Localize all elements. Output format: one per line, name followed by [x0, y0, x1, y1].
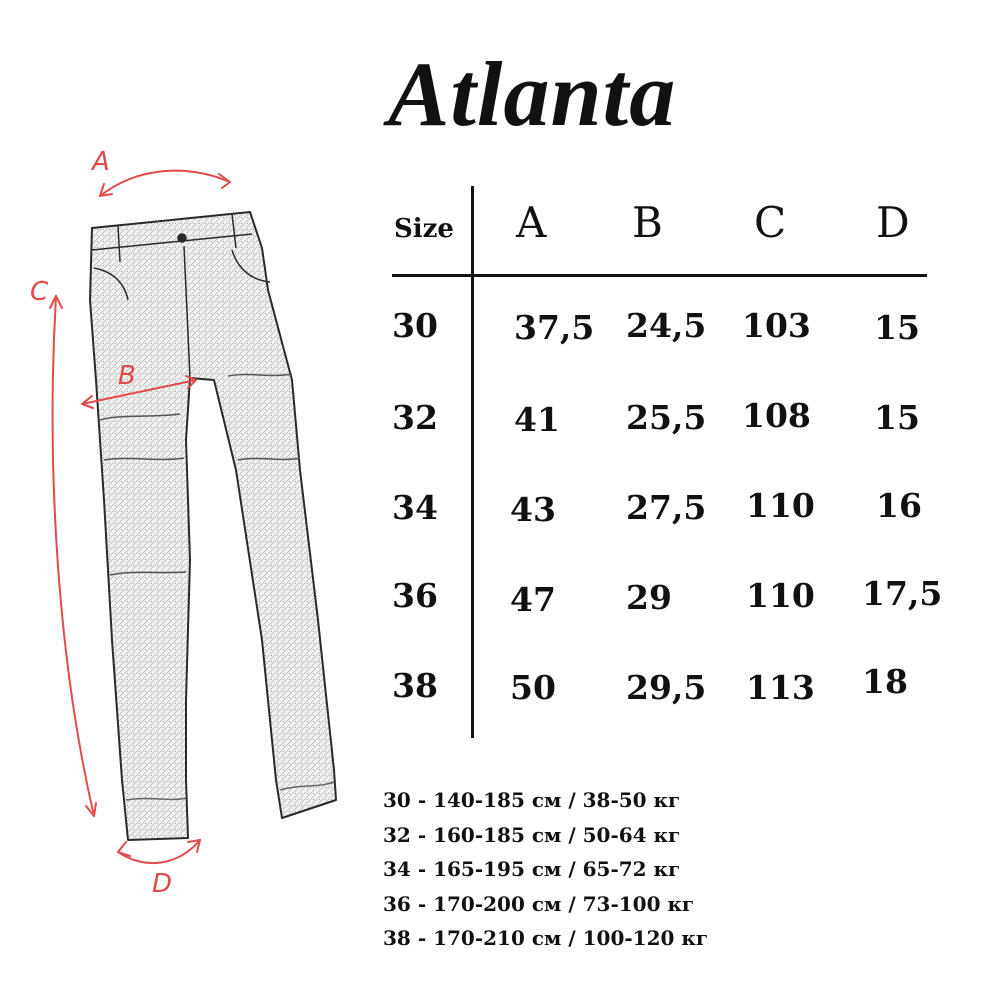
cell-32-a: 41 — [514, 400, 560, 439]
note-size: 34 — [383, 857, 411, 881]
page-title: Atlanta — [388, 43, 677, 145]
header-d: D — [876, 198, 910, 247]
row-size-38: 38 — [392, 666, 438, 705]
cell-38-a: 50 — [510, 668, 556, 707]
header-size: Size — [394, 214, 454, 244]
header-b: B — [632, 198, 663, 247]
table-vertical-divider — [471, 186, 474, 738]
cell-38-c: 113 — [746, 668, 815, 707]
cell-30-d: 15 — [874, 308, 920, 347]
cell-30-a: 37,5 — [514, 308, 595, 347]
cell-34-a: 43 — [510, 490, 556, 529]
cell-34-d: 16 — [876, 486, 922, 525]
table-horizontal-divider — [392, 274, 927, 277]
cell-38-b: 29,5 — [626, 668, 707, 707]
size-notes — [383, 783, 708, 956]
jeans-drawing — [90, 212, 336, 840]
note-30 — [383, 783, 708, 818]
header-c: C — [754, 198, 787, 247]
note-size: 32 — [383, 822, 411, 847]
cell-32-d: 15 — [874, 398, 920, 437]
label-d: D — [152, 869, 173, 899]
row-size-32: 32 — [392, 398, 438, 437]
cell-34-b: 27,5 — [626, 488, 707, 527]
note-text: - 170-200 см / 73-100 кг — [417, 891, 695, 916]
size-table — [392, 186, 943, 738]
label-b: B — [118, 361, 136, 391]
cell-30-b: 24,5 — [626, 306, 707, 345]
row-size-36: 36 — [392, 576, 438, 615]
jeans-illustration — [0, 0, 360, 1000]
cell-38-d: 18 — [862, 662, 908, 701]
cell-36-d: 17,5 — [862, 574, 943, 613]
cell-36-a: 47 — [510, 580, 556, 619]
row-size-34: 34 — [392, 488, 438, 527]
note-text: - 160-185 см / 50-64 кг — [417, 822, 681, 847]
note-36 — [383, 887, 708, 922]
note-text: - 140-185 см / 38-50 кг — [417, 788, 681, 812]
note-size: 30 — [383, 788, 411, 812]
note-38 — [383, 921, 708, 956]
row-size-30: 30 — [392, 306, 438, 345]
cell-34-c: 110 — [746, 486, 815, 525]
note-size: 36 — [383, 891, 411, 916]
label-c: C — [30, 277, 49, 307]
cell-36-b: 29 — [626, 578, 672, 617]
note-text: - 170-210 см / 100-120 кг — [417, 926, 709, 950]
label-a: A — [92, 147, 110, 177]
note-32 — [383, 818, 708, 853]
note-size: 38 — [383, 926, 411, 950]
note-text: - 165-195 см / 65-72 кг — [417, 857, 681, 881]
note-34 — [383, 852, 708, 887]
cell-32-c: 108 — [742, 396, 811, 435]
cell-36-c: 110 — [746, 576, 815, 615]
header-a: A — [516, 198, 547, 247]
cell-30-c: 103 — [742, 306, 811, 345]
cell-32-b: 25,5 — [626, 398, 707, 437]
